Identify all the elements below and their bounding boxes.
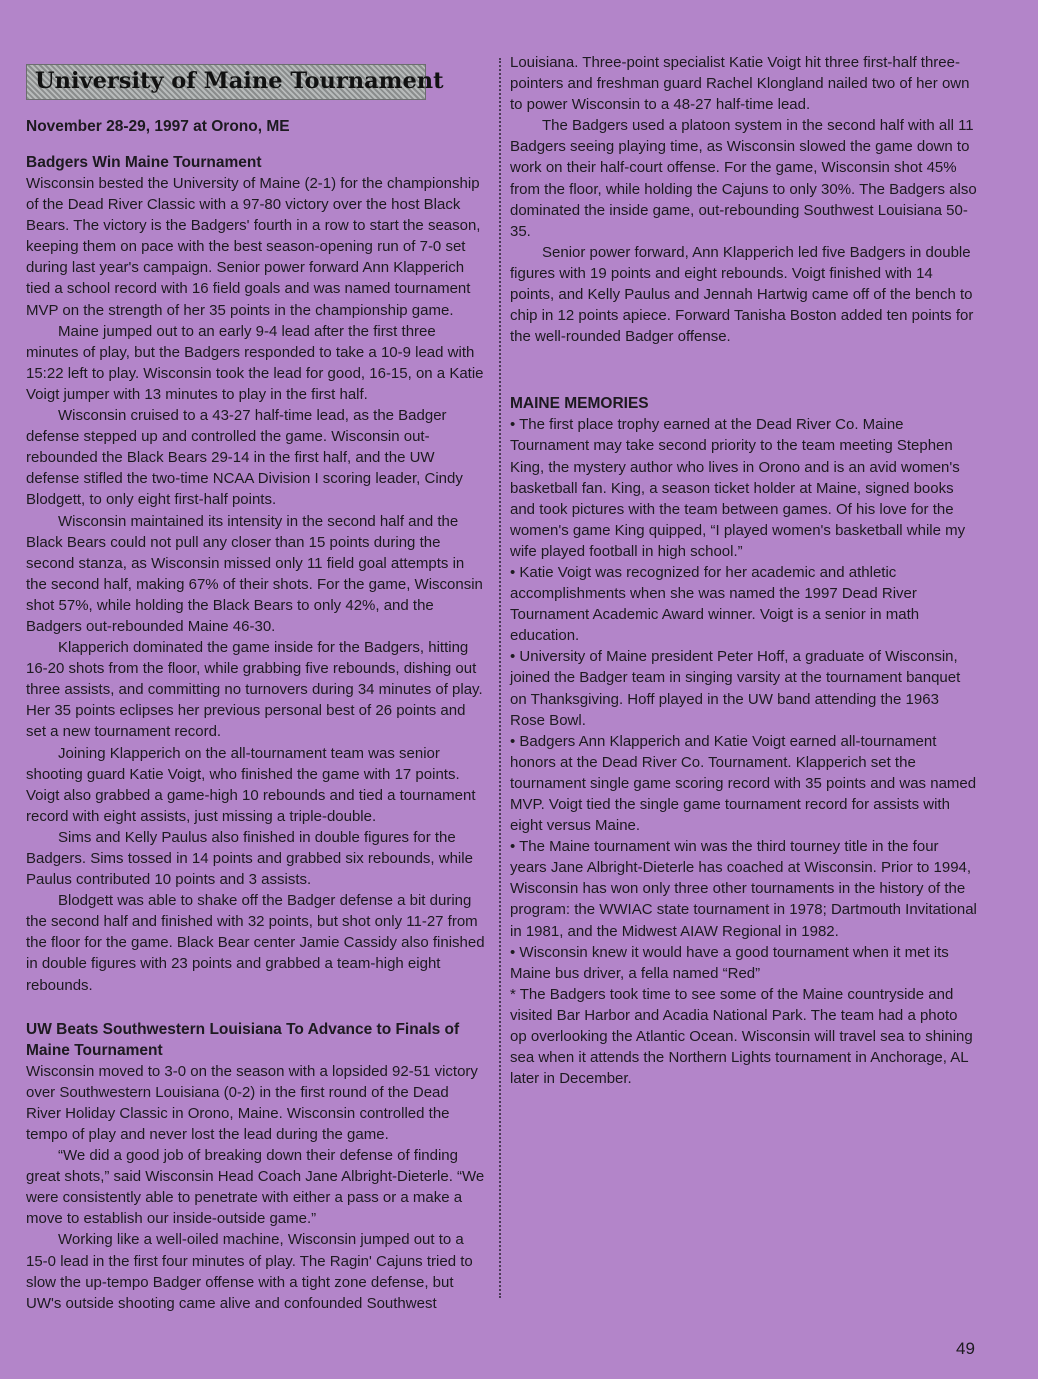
article1-paragraph: Joining Klapperich on the all-tournament team was senior shooting guard Katie Voigt, who finished the game with 17 points. Voigt also grabbed a game-high 10 rebounds and tied a tournament record with eight assists, just missing a triple-double. — [26, 744, 476, 825]
article1-paragraph: Wisconsin bested the University of Maine (2-1) for the championship of the Dead River Classic with a 97-80 victory over the host Black Bears. The victory is the Badgers' fourth in a row to start the season, keeping them on pace with the best season-opening run of 7-0 set during last year's campaign. Senior power forward Ann Klapperich tied a school record with 16 field goals and was named tournament MVP on the strength of her 35 points in the championship game. — [26, 175, 481, 319]
memory-item: • Katie Voigt was recognized for her academic and athletic accomplishments when she was named the 1997 Dead River Tournament Academic Award winner. Voigt is a senior in math education. — [510, 563, 920, 645]
article1-paragraph: Blodgett was able to shake off the Badger defense a bit during the second half and finished with 32 points, but shot only 11-27 from the floor for the game. Black Bear center Jamie Cassidy also finished in double figures with 23 points and grabbed a team-high eight rebounds. — [26, 892, 485, 994]
memory-item: • The first place trophy earned at the Dead River Co. Maine Tournament may take second priority to the team meeting Stephen King, the mystery author who lives in Orono and is an avid women's basketball fan. King, a season ticket holder at Maine, signed books and took pictures with the team between games. Of his love for the women's game King quipped, “I played women's basketball while my wife played football in high school.” — [510, 416, 966, 560]
article1-paragraph: Wisconsin maintained its intensity in the second half and the Black Bears could not pull any closer than 15 points during the second stanza, as Wisconsin missed only 11 field goal attempts in the second half, making 67% of their shots. For the game, Wisconsin shot 57%, while holding the Black Bears to only 42%, and the Badgers out-rebounded Maine 46-30. — [26, 512, 483, 635]
article2-paragraph: Senior power forward, Ann Klapperich led five Badgers in double figures with 19 points and eight rebounds. Voigt finished with 14 points, and Kelly Paulus and Jennah Hartwig came off of the bench to chip in 12 points apiece. Forward Tanisha Boston added ten points for the well-rounded Badger offense. — [510, 243, 974, 346]
article2-paragraph: The Badgers used a platoon system in the second half with all 11 Badgers seeing playing time, as Wisconsin slowed the game down to work on their half-court offense. For the game, Wisconsin shot 45% from the floor, while holding the Cajuns to only 30%. The Badgers also dominated the inside game, out-rebounding Southwest Louisiana 50-35. — [510, 117, 977, 240]
article1-paragraph: Sims and Kelly Paulus also finished in double figures for the Badgers. Sims tossed in 14 points and grabbed six rebounds, while Paulus contributed 10 points and 3 assists. — [26, 828, 473, 889]
article2-headline: UW Beats Southwestern Louisiana To Advance to Finals of Maine Tournament — [26, 1020, 460, 1059]
article1-paragraph: Klapperich dominated the game inside for the Badgers, hitting 16-20 shots from the floor, while grabbing five rebounds, dishing out three assists, and committing no turnovers during 34 minutes of play. Her 35 points eclipses her previous personal best of 26 points and set a new tournament record. — [26, 639, 483, 741]
memory-item: • Wisconsin knew it would have a good tournament when it met its Maine bus driver, a fella named “Red” — [510, 943, 949, 982]
right-column — [510, 52, 978, 1089]
article1-paragraph: Maine jumped out to an early 9-4 lead after the first three minutes of play, but the Badgers responded to take a 10-9 lead with 15:22 left to play. Wisconsin took the lead for good, 16-15, on a Katie Voigt jumper with 13 minutes to play in the first half. — [26, 322, 484, 403]
column-divider — [499, 58, 501, 1298]
article2-paragraph: “We did a good job of breaking down their defense of finding great shots,” said Wisconsin Head Coach Jane Albright-Dieterle. “We were consistently able to penetrate with either a pass or a make a move to establish our inside-outside game.” — [26, 1147, 485, 1228]
article1-headline: Badgers Win Maine Tournament — [26, 154, 262, 171]
memory-item: * The Badgers took time to see some of the Maine countryside and visited Bar Harbor and Acadia National Park. The team had a photo op overlooking the Atlantic Ocean. Wisconsin will travel sea to shining sea when it attends the Northern Lights tournament in Anchorage, AL later in December. — [510, 985, 973, 1088]
title-banner — [26, 64, 444, 100]
event-date: November 28-29, 1997 at Orono, ME — [26, 118, 290, 135]
article2-paragraph: Wisconsin moved to 3-0 on the season with a lopsided 92-51 victory over Southwestern Louisiana (0-2) in the first round of the Dead River Holiday Classic in Orono, Maine. Wisconsin controlled the tempo of play and never lost the lead during the game. — [26, 1062, 478, 1143]
page-title: University of Maine Tournament — [35, 68, 444, 94]
memory-item: • Badgers Ann Klapperich and Katie Voigt earned all-tournament honors at the Dead River Co. Tournament. Klapperich set the tournament single game scoring record with 35 points and was named MVP. Voigt tied the single game tournament record for assists with eight versus Maine. — [510, 732, 977, 835]
article2-paragraph: Working like a well-oiled machine, Wisconsin jumped out to a 15-0 lead in the first four minutes of play. The Ragin' Cajuns tried to slow the up-tempo Badger offense with a tight zone defense, but UW's outside shooting came alive and confounded Southwest — [26, 1231, 473, 1312]
page-number: 49 — [956, 1339, 975, 1358]
memories-headline: MAINE MEMORIES — [510, 395, 649, 413]
memory-item: • The Maine tournament win was the third tourney title in the four years Jane Albright-Dieterle has coached at Wisconsin. Prior to 1994, Wisconsin has won only three other tournaments in the history of the program: the WWIAC state tournament in 1978; Dartmouth Invitational in 1981, and the Midwest AIAW Regional in 1982. — [510, 838, 977, 940]
left-column — [26, 152, 486, 1314]
article2-paragraph-continued: Louisiana. Three-point specialist Katie Voigt hit three first-half three-pointers and freshman guard Rachel Klongland nailed two of her own to power Wisconsin to a 48-27 half-time lead. — [510, 54, 970, 114]
memory-item: • University of Maine president Peter Hoff, a graduate of Wisconsin, joined the Badger team in singing varsity at the tournament banquet on Thanksgiving. Hoff played in the UW band attending the 1963 Rose Bowl. — [510, 648, 961, 729]
article1-paragraph: Wisconsin cruised to a 43-27 half-time lead, as the Badger defense stepped up and controlled the game. Wisconsin out-rebounded the Black Bears 29-14 in the first half, and the UW defense stifled the two-time NCAA Division I scoring leader, Cindy Blodgett, to only eight first-half points. — [26, 407, 463, 509]
